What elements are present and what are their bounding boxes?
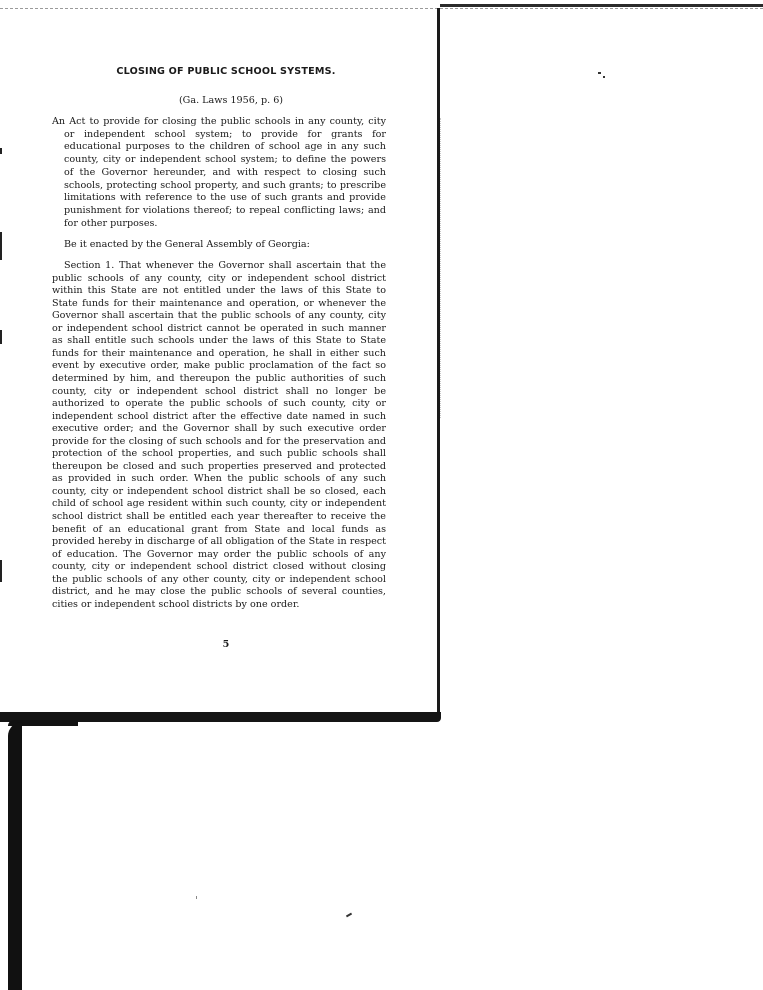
document-page [52, 60, 386, 650]
section-1-text: Section 1. That whenever the Governor shall ascertain that the public schools of any county, city or independent school district within this State are not entitled under the laws of this State to State funds for their maintenance and operation, or whenever the Governor shall ascertain that the public schools of any county, city or independent school district cannot be operated in such manner as shall entitle such schools under the laws of this State to State funds for their maintenance and operation, he shall in either such event by executive order, make public proclamation of the fact so determined by him, and thereupon the public authorities of such county, city or independent school district shall no longer be authorized to operate the public schools of such county, city or independent school district after the effective date named in such executive order; and the Governor shall by such executive order provide for the closing of such schools and for the preservation and protection of the school properties, and such public schools shall thereupon be closed and such properties preserved and protected as provided in such order. When the public schools of any such county, city or independent school district shall be so closed, each child of school age resident within such county, city or independent school district shall be entitled each year thereafter to receive the benefit of an educational grant from State and local funds as provided hereby in discharge of all obligation of the State in respect of education. The Governor may order the public schools of any county, city or independent school district closed without closing the public schools of any other county, city or independent school district, and he may close the public schools of several counties, cities or independent school districts by one order. [52, 260, 386, 610]
scan-speck [346, 913, 352, 918]
scan-mark [0, 560, 2, 582]
enacting-clause: Be it enacted by the General Assembly of Georgia: [64, 239, 310, 251]
scan-top-edge [440, 4, 763, 7]
act-summary: An Act to provide for closing the public schools in any county, city or independent school system; to provide for grants for educational purposes to the children of school age in any such county, city or independent school system; to define the powers of the Governor hereunder, and with respect to closing such schools, protecting school property, and such grants; to prescribe limitations with reference to the use of such grants and provide punishment for violations thereof; to repeal conflicting laws; and for other purposes. [52, 116, 386, 229]
page-number: 5 [222, 639, 230, 651]
scan-faint-line [440, 118, 442, 418]
scan-mark [0, 148, 2, 154]
scan-mark [0, 232, 2, 260]
scan-speck [598, 72, 601, 74]
scan-mark [0, 330, 2, 344]
document-title: CLOSING OF PUBLIC SCHOOL SYSTEMS. [116, 66, 336, 77]
scan-speck [196, 896, 197, 899]
scan-speck [603, 76, 605, 78]
citation: (Ga. Laws 1956, p. 6) [178, 95, 284, 106]
underlying-page-edge [8, 722, 22, 990]
